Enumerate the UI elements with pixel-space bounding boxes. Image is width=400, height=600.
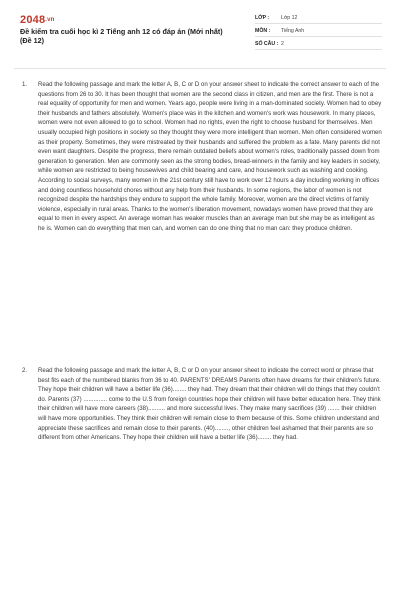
meta-question-count [255,40,382,50]
meta-label: SỐ CÂU : [255,41,279,47]
document-meta [255,14,382,53]
meta-label: MÔN : [255,28,271,34]
header-divider [14,68,386,69]
site-logo[interactable] [20,14,55,26]
meta-value[interactable]: Tiếng Anh [281,28,305,34]
question-number: 2. [22,367,28,374]
logo-suffix: .vn [45,17,55,24]
question-text: Read the following passage and mark the letter A, B, C or D on your answer sheet to indicate the correct answer to each of the questions from 26 to 30. It has been thought that women are the second class in citizen, and men are the first. There is not a real equality of opportunity for men and women. Years ago, people were living in a man-dominated society. Women had to obey their husbands and fathers absolutely. Women's place was in the kitchen and women's work was housework. In many places, women were not even allowed to go to school. Women had no rights, even the right to choose husband for themselves. Men usually occupied high positions in society so they thought they were more intelligent than women. Men often considered women as their property. Sometimes, they were mistreated by their husbands and suffered the problem as a fate. Many parents did not even want daughters. Despite the progress, there remain outdated beliefs about women's roles, traditionally passed down from generation to generation. Men are commonly seen as the strong bodies, bread-winners in the family and key leaders in society, while women are restricted to being housewives and child bearing and care, and housework such as washing and cooking. According to social surveys, many women in the 21st century still have to work over 12 hours a day including working in offices and doing countless household chores without any help from their husbands. In some regions, the labor of women is not recognized despite the hardships they endure to support the whole family. Moreover, women are the direct victims of family violence, especially in rural areas. Thanks to the women's liberation movement, nowadays women have proved that they are equal to men in every aspect. An average woman has weaker muscles than an average man but she may be as intelligent as he is. Women can do everything that men can, and women can do one thing that no man can: they produce children. [38,81,382,232]
logo-text: 2048 [20,14,46,26]
meta-value[interactable]: Lớp 12 [281,15,298,21]
question-1 [22,80,382,234]
document-title: Đề kiểm tra cuối học kì 2 Tiếng anh 12 có đáp án (Mới nhất) (Đề 12) [20,27,223,45]
question-number: 1. [22,81,28,88]
page-header [20,14,382,60]
question-2 [22,366,382,443]
meta-value: 2 [281,41,284,47]
question-text: Read the following passage and mark the letter A, B, C or D on your answer sheet to indicate the correct word or phrase that best fits each of the numbered blanks from 36 to 40. PARENTS' DREAMS Parents often have dreams for their children's future. They hope their children will have a better life (36)........ they had. They dream that their children will do things that they couldn't do. Parents (37) .............. come to the U.S from foreign countries hope their children will have better education here. They think their children will have more careers (38).......... and more successful lives. They make many sacrifices (39) ....... their children will have more opportunities. They think their children will remain close to them because of this. Some children understand and appreciate these sacrifices and remain close to their parents. (40)........, other children feel ashamed that their parents are so different from other Americans. They hope their children will have a better life (36)........ they had. [38,367,381,442]
meta-class [255,14,382,24]
meta-subject [255,27,382,37]
meta-label: LỚP : [255,15,270,21]
